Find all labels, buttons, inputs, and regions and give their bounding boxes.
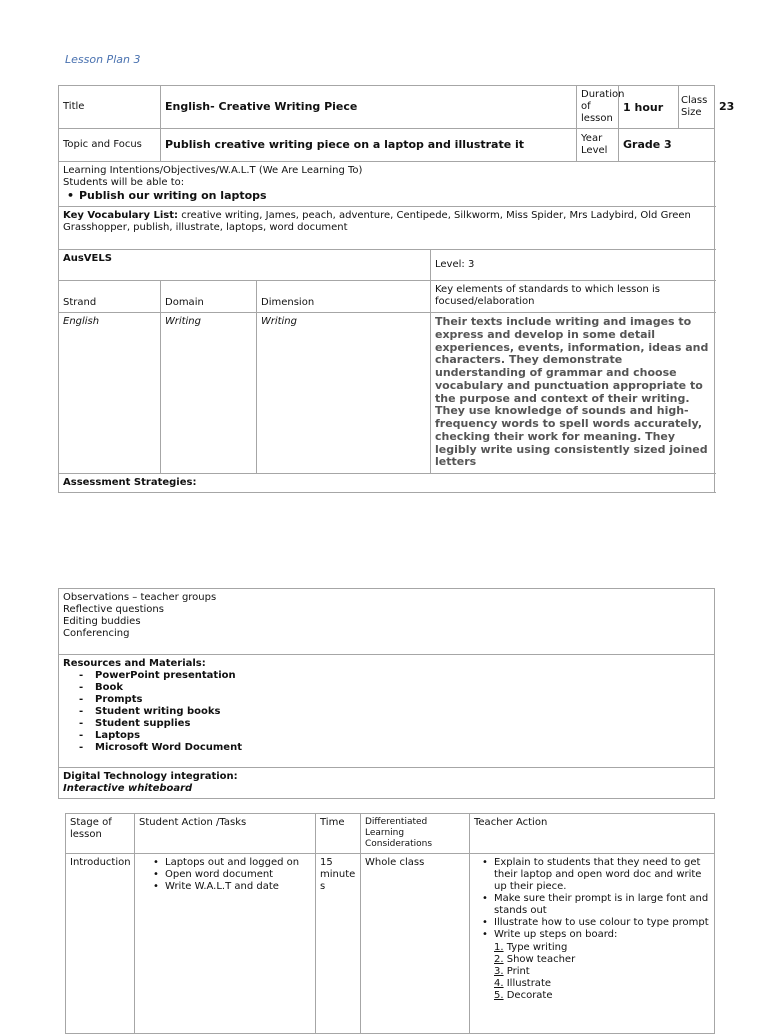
assessment-item: Observations – teacher groups: [63, 592, 217, 603]
header-diff: Differentiated Learning Considerations: [361, 814, 470, 854]
resource-item: - PowerPoint presentation: [63, 670, 710, 682]
title-label: Title: [59, 86, 161, 129]
step-item: 2. Show teacher: [494, 954, 576, 965]
resource-item: - Microsoft Word Document: [63, 742, 710, 754]
class-size-label: Class Size: [679, 86, 715, 129]
student-action-item: • Laptops out and logged on: [149, 857, 311, 869]
diff-value: Whole class: [361, 854, 470, 1034]
assessment-item: Editing buddies: [63, 616, 141, 627]
domain-header: Domain: [161, 281, 257, 313]
resources-label: Resources and Materials:: [63, 658, 206, 669]
resource-item: - Student writing books: [63, 706, 710, 718]
level-label: Level: 3: [431, 250, 715, 281]
assessment-items-cell: [59, 589, 715, 655]
vocab-text: creative writing, James, peach, adventure, Centipede, Silkworm, Miss Spider, Mrs Ladybird, Old Green Grasshopper, publish, illustrate, laptops, word document: [63, 210, 691, 233]
step-item: 5. Decorate: [494, 990, 553, 1001]
student-action-item: • Open word document: [149, 869, 311, 881]
strand-value: English: [59, 313, 161, 474]
learning-intention-item: • Publish our writing on laptops: [63, 189, 710, 202]
assessment-item: Conferencing: [63, 628, 130, 639]
lesson-info-table: Title English- Creative Writing Piece Duration of lesson 1 hour Class Size 23 Topic and Focus Publish creative writing piece on a laptop and illustrate it Year Level Grade 3 Learning Intentions/Objectives/W.A.L.T (We Are Learning To) Students will be able to: • Publish our writing on laptops Key Vocabulary List: creative writing, James, peach, adventure, Centipede, Silkworm, Miss Spider, Mrs Ladybird, Old Green Grasshopper, publish, illustrate, laptops, word document AusVELS Level: 3 Strand Domain Dimension Key elements of standards to which lesson is focused/elaboration English Writing Writing Their texts include writing and images to express and develop in some detail experiences, events, information, ideas and characters. They demonstrate understanding of grammar and choose vocabulary and punctuation appropriate to the purpose and context of their writing. They use knowledge of sounds and high-frequency words to spell words accurately, checking their work for meaning. They legibly write using consistently sized joined letters Assessment Strategies:: [58, 85, 715, 493]
assessment-label: Assessment Strategies:: [59, 474, 715, 493]
teacher-action-item: • Write up steps on board:: [478, 929, 710, 941]
assessment-item: Reflective questions: [63, 604, 164, 615]
teacher-actions-cell: [470, 854, 715, 1034]
student-actions-cell: [135, 854, 316, 1034]
step-item: 4. Illustrate: [494, 978, 552, 989]
teacher-action-item: • Explain to students that they need to get their laptop and open word doc and write up their piece.: [478, 857, 710, 893]
teacher-action-item: • Make sure their prompt is in large font and stands out: [478, 893, 710, 917]
page-title: Lesson Plan 3: [65, 53, 141, 66]
year-level-value: Grade 3: [619, 129, 715, 162]
student-action-item: • Write W.A.L.T and date: [149, 881, 311, 893]
resources-table: [58, 588, 715, 799]
step-item: 1. Type writing: [494, 942, 568, 953]
duration-label: Duration of lesson: [577, 86, 619, 129]
topic-value: Publish creative writing piece on a laptop and illustrate it: [161, 129, 577, 162]
resource-item: - Laptops: [63, 730, 710, 742]
vocab-cell: [59, 207, 715, 250]
domain-value: Writing: [161, 313, 257, 474]
lesson-steps-table: [65, 813, 715, 1034]
dimension-value: Writing: [257, 313, 431, 474]
resource-item: - Book: [63, 682, 710, 694]
key-elements-header: Key elements of standards to which lesson is focused/elaboration: [431, 281, 715, 313]
teacher-action-item: • Illustrate how to use colour to type prompt: [478, 917, 710, 929]
learning-intentions-heading: Learning Intentions/Objectives/W.A.L.T (We Are Learning To): [63, 165, 363, 176]
title-value: English- Creative Writing Piece: [161, 86, 577, 129]
vocab-label: Key Vocabulary List:: [63, 210, 179, 221]
header-teacher: Teacher Action: [470, 814, 715, 854]
resource-item: - Student supplies: [63, 718, 710, 730]
digital-cell: [59, 768, 715, 799]
steps-list: [474, 942, 710, 1002]
time-value: 15 minute s: [316, 854, 361, 1034]
duration-value: 1 hour: [619, 86, 679, 129]
standard-text: Their texts include writing and images to express and develop in some detail experiences, events, information, ideas and characters. They demonstrate understanding of grammar and choose vocabulary and punctuation appropriate to the purpose and context of their writing. They use knowledge of sounds and high-frequency words to spell words accurately, checking their work for meaning. They legibly write using consistently sized joined letters: [431, 313, 715, 474]
topic-label: Topic and Focus: [59, 129, 161, 162]
resources-cell: [59, 655, 715, 768]
year-level-label: Year Level: [577, 129, 619, 162]
digital-value: Interactive whiteboard: [63, 783, 193, 794]
strand-header: Strand: [59, 281, 161, 313]
resource-item: - Prompts: [63, 694, 710, 706]
stage-value: Introduction: [66, 854, 135, 1034]
ausvels-label: AusVELS: [59, 250, 431, 281]
header-stage: Stage of lesson: [66, 814, 135, 854]
learning-intentions-cell: [59, 162, 715, 207]
learning-intentions-subheading: Students will be able to:: [63, 177, 185, 188]
header-time: Time: [316, 814, 361, 854]
digital-label: Digital Technology integration:: [63, 771, 238, 782]
header-student: Student Action /Tasks: [135, 814, 316, 854]
step-item: 3. Print: [494, 966, 530, 977]
dimension-header: Dimension: [257, 281, 431, 313]
